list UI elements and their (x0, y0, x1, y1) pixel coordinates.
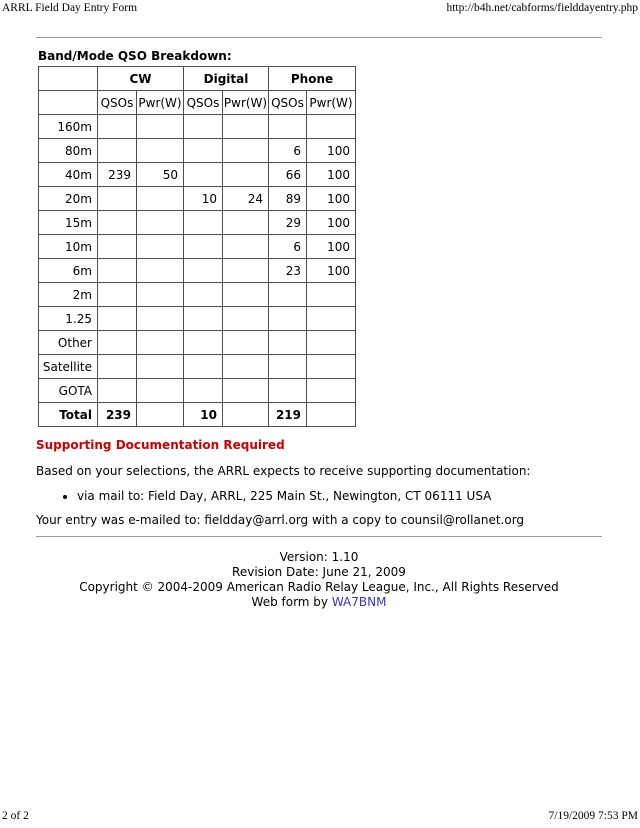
band-label: Total (39, 403, 98, 427)
corner-cell (39, 91, 98, 115)
qso-value-cell (223, 379, 269, 403)
qso-value-cell: 100 (307, 163, 356, 187)
qso-value-cell (223, 115, 269, 139)
col-header-digital-power: Pwr(W) (223, 91, 269, 115)
qso-value-cell (137, 403, 184, 427)
qso-value-cell: 100 (307, 235, 356, 259)
qso-value-cell (307, 331, 356, 355)
qso-value-cell (98, 283, 137, 307)
qso-value-cell (269, 355, 307, 379)
qso-value-cell (223, 259, 269, 283)
band-row (39, 187, 356, 211)
qso-value-cell (223, 211, 269, 235)
page-indicator: 2 of 2 (2, 810, 29, 822)
qso-value-cell (137, 379, 184, 403)
qso-value-cell (137, 115, 184, 139)
qso-value-cell (98, 139, 137, 163)
page-content (36, 37, 602, 610)
qso-value-cell (137, 307, 184, 331)
qso-value-cell (98, 259, 137, 283)
mail-list-item: • via mail to: Field Day, ARRL, 225 Main St., Newington, CT 06111 USA (77, 489, 602, 503)
band-label: 2m (39, 283, 98, 307)
band-row (39, 283, 356, 307)
qso-value-cell (98, 307, 137, 331)
qso-value-cell (137, 139, 184, 163)
qso-value-cell: 24 (223, 187, 269, 211)
qso-value-cell: 29 (269, 211, 307, 235)
qso-value-cell (184, 139, 223, 163)
band-label: Satellite (39, 355, 98, 379)
qso-value-cell (184, 283, 223, 307)
band-label: 80m (39, 139, 98, 163)
qso-value-cell: 89 (269, 187, 307, 211)
qso-value-cell: 100 (307, 259, 356, 283)
qso-value-cell (223, 307, 269, 331)
qso-value-cell (223, 331, 269, 355)
col-header-digital-qsos: QSOs (184, 91, 223, 115)
band-label: Other (39, 331, 98, 355)
band-row (39, 235, 356, 259)
copyright-text: Copyright © 2004-2009 American Radio Relay League, Inc., All Rights Reserved (79, 580, 559, 594)
qso-value-cell (307, 283, 356, 307)
qso-value-cell (223, 283, 269, 307)
col-header-cw-power: Pwr(W) (137, 91, 184, 115)
qso-value-cell (307, 355, 356, 379)
band-row (39, 331, 356, 355)
print-footer (2, 810, 638, 822)
band-row (39, 379, 356, 403)
col-header-phone-qsos: QSOs (269, 91, 307, 115)
qso-value-cell (137, 331, 184, 355)
print-header (2, 2, 638, 14)
qso-value-cell (184, 235, 223, 259)
col-header-phone: Phone (269, 67, 356, 91)
qso-value-cell (184, 379, 223, 403)
supporting-doc-heading: Supporting Documentation Required (36, 438, 285, 452)
qso-value-cell: 10 (184, 403, 223, 427)
top-divider (36, 37, 602, 38)
qso-value-cell (223, 235, 269, 259)
qso-value-cell (307, 115, 356, 139)
band-row (39, 211, 356, 235)
col-header-digital: Digital (184, 67, 269, 91)
doc-intro-text: Based on your selections, the ARRL expects to receive supporting documentation: (36, 464, 531, 478)
qso-value-cell: 239 (98, 403, 137, 427)
qso-value-cell (269, 283, 307, 307)
qso-value-cell (98, 115, 137, 139)
email-confirmation-text: Your entry was e-mailed to: fieldday@arrl.org with a copy to counsil@rollanet.org (36, 513, 525, 527)
qso-value-cell (137, 355, 184, 379)
col-header-phone-power: Pwr(W) (307, 91, 356, 115)
qso-value-cell (184, 115, 223, 139)
qso-value-cell: 66 (269, 163, 307, 187)
band-label: 160m (39, 115, 98, 139)
qso-value-cell (98, 235, 137, 259)
band-label: 20m (39, 187, 98, 211)
webform-credit-prefix: Web form by (251, 595, 332, 609)
col-header-cw-qsos: QSOs (98, 91, 137, 115)
version-text: Version: 1.10 (279, 550, 359, 564)
qso-value-cell: 23 (269, 259, 307, 283)
qso-value-cell: 50 (137, 163, 184, 187)
qso-value-cell (269, 379, 307, 403)
qso-value-cell: 100 (307, 187, 356, 211)
mode-header-row (39, 67, 356, 91)
band-row (39, 307, 356, 331)
qso-value-cell (269, 307, 307, 331)
band-label: GOTA (39, 379, 98, 403)
qso-value-cell (137, 235, 184, 259)
band-label: 10m (39, 235, 98, 259)
qso-value-cell (223, 139, 269, 163)
qso-value-cell (137, 283, 184, 307)
col-header-cw: CW (98, 67, 184, 91)
qso-value-cell: 100 (307, 211, 356, 235)
band-label: 6m (39, 259, 98, 283)
qso-value-cell (98, 355, 137, 379)
qso-value-cell (98, 331, 137, 355)
band-row (39, 115, 356, 139)
qso-value-cell (223, 403, 269, 427)
qso-value-cell (137, 211, 184, 235)
qso-value-cell (223, 163, 269, 187)
qso-value-cell: 6 (269, 235, 307, 259)
qso-value-cell (184, 211, 223, 235)
band-label: 15m (39, 211, 98, 235)
qso-value-cell (269, 115, 307, 139)
qso-value-cell: 10 (184, 187, 223, 211)
band-label: 40m (39, 163, 98, 187)
mail-list (36, 489, 602, 503)
print-timestamp: 7/19/2009 7:53 PM (548, 810, 638, 822)
revision-date-text: Revision Date: June 21, 2009 (232, 565, 406, 579)
qso-value-cell (307, 379, 356, 403)
webform-credit (36, 595, 602, 610)
qso-value-cell (269, 331, 307, 355)
band-row (39, 163, 356, 187)
qso-value-cell (184, 259, 223, 283)
section-title: Band/Mode QSO Breakdown: (38, 49, 232, 63)
document-title: ARRL Field Day Entry Form (2, 2, 138, 14)
qso-value-cell (98, 379, 137, 403)
document-url: http://b4h.net/cabforms/fielddayentry.php (446, 2, 638, 14)
band-label: 1.25 (39, 307, 98, 331)
qso-value-cell: 6 (269, 139, 307, 163)
qso-value-cell (184, 355, 223, 379)
total-row (39, 403, 356, 427)
qso-value-cell (137, 187, 184, 211)
qso-value-cell (307, 307, 356, 331)
qso-value-cell (137, 259, 184, 283)
qso-value-cell (184, 331, 223, 355)
qso-value-cell (223, 355, 269, 379)
qso-value-cell: 239 (98, 163, 137, 187)
qso-value-cell: 100 (307, 139, 356, 163)
band-row (39, 355, 356, 379)
webform-author-link[interactable]: WA7BNM (331, 595, 387, 609)
version-footer (36, 550, 602, 610)
bottom-divider (36, 536, 602, 537)
sub-header-row (39, 91, 356, 115)
qso-breakdown-table (38, 66, 356, 427)
qso-value-cell: 219 (269, 403, 307, 427)
corner-cell (39, 67, 98, 91)
qso-value-cell (98, 187, 137, 211)
band-row (39, 259, 356, 283)
band-row (39, 139, 356, 163)
qso-value-cell (184, 307, 223, 331)
qso-value-cell (184, 163, 223, 187)
qso-value-cell (98, 211, 137, 235)
qso-value-cell (307, 403, 356, 427)
